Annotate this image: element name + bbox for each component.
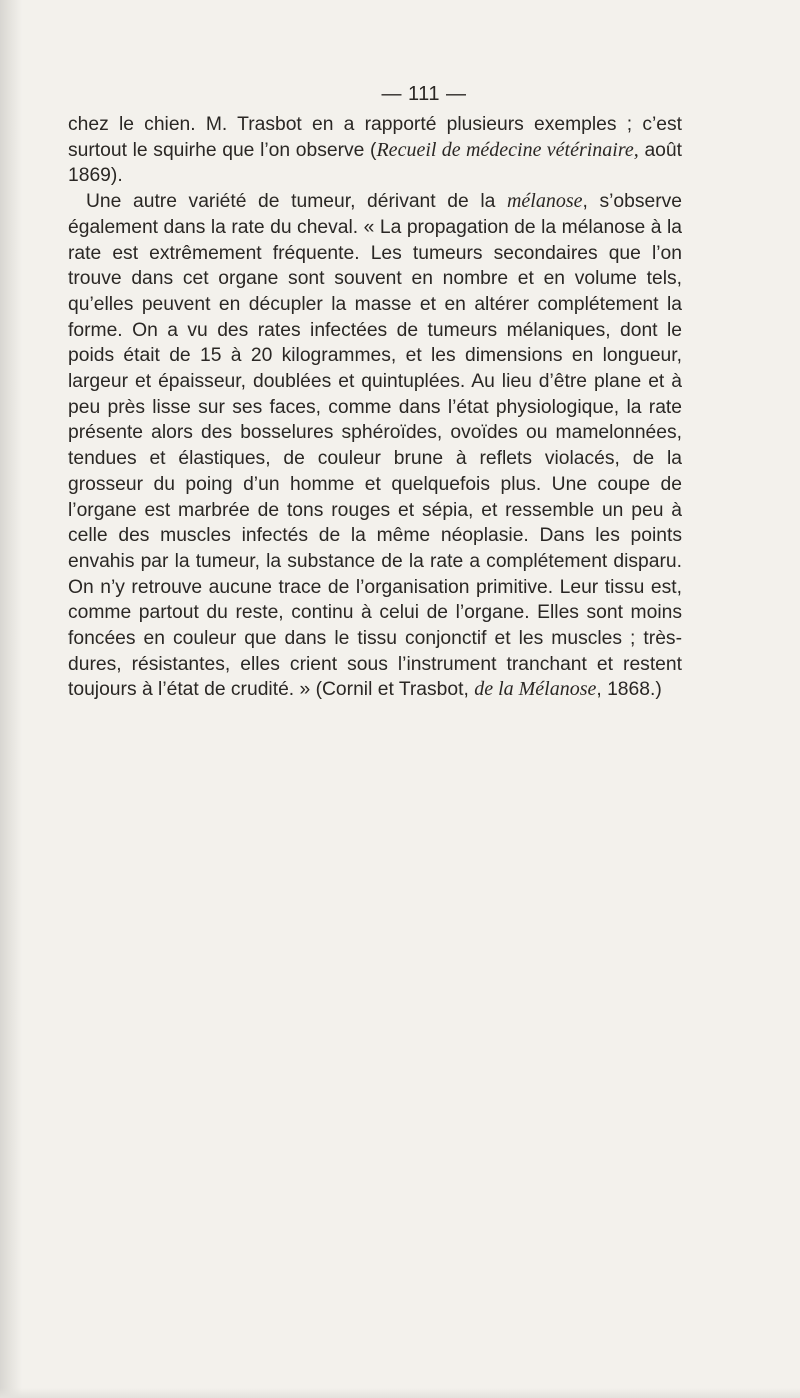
paragraph-2 [68,189,682,703]
page-number: — 111 — [381,83,467,105]
paragraph-1-text-a: chez le chien. M. Trasbot en a rapporté plusieurs exemples ; c’est surtout le squirhe que l’on observe ( [68,114,682,161]
paragraph-2-text-c: , 1868.) [596,679,662,701]
body-text [68,112,682,703]
journal-title: Recueil de médecine vétérinaire, [376,138,639,161]
paragraph-2-text-b: , s’observe également dans la rate du cheval. « La propagation de la mélanose à la rate est extrêmement fréquente. Les tumeurs secondaires que l’on trouve dans cet organe sont souvent en nombre et en volume tels, qu’elles peuvent en décupler la masse et en altérer complétement la forme. On a vu des rates infectées de tumeurs mélaniques, dont le poids était de 15 à 20 kilogrammes, et les dimensions en longueur, largeur et épaisseur, doublées et quintuplées. Au lieu d’être plane et à peu près lisse sur ses faces, comme dans l’état physiologique, la rate présente alors des bosselures sphéroïdes, ovoïdes ou mamelonnées, tendues et élastiques, de couleur brune à reflets violacés, de la grosseur du poing d’un homme et quelquefois plus. Une coupe de l’organe est marbrée de tons rouges et sépia, et ressemble un peu à celle des muscles infectés de la même néoplasie. Dans les points envahis par la tumeur, la substance de la rate a complétement disparu. On n’y retrouve aucune trace de l’organisation primitive. Leur tissu est, comme partout du reste, continu à celui de l’organe. Elles sont moins foncées en couleur que dans le tissu conjonctif et les muscles ; très-dures, résistantes, elles crient sous l’instrument tranchant et restent toujours à l’état de crudité. » (Cornil et Trasbot, [68,191,683,701]
paragraph-1 [68,112,682,189]
page-bottom-edge [0,1388,800,1398]
paragraph-2-text-a: Une autre variété de tumeur, dérivant de la [86,191,507,213]
book-title: de la Mélanose [474,678,597,701]
paragraph-1-text-b: août 1869). [68,139,682,187]
binding-edge [0,0,22,1398]
term-melanose: mélanose [506,190,583,213]
